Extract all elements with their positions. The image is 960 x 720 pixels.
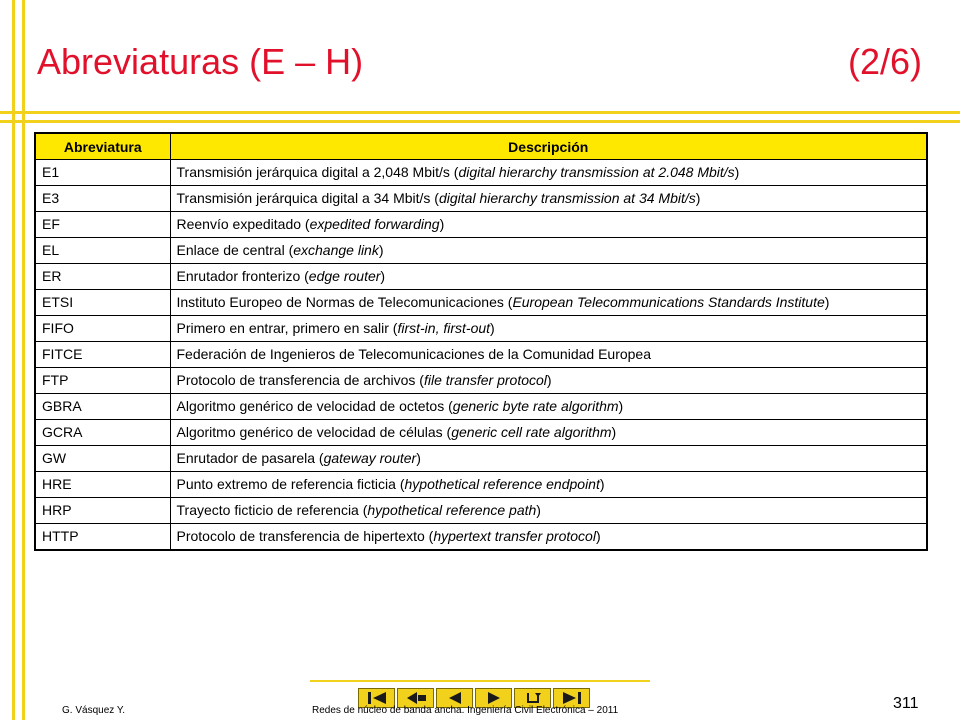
- abbreviation-cell: ER: [35, 264, 170, 290]
- closing-paren: ): [416, 450, 421, 466]
- closing-paren: ): [734, 164, 740, 180]
- english-term: generic byte rate algorithm: [452, 398, 619, 414]
- description-cell: [170, 368, 927, 394]
- closing-paren: ): [599, 476, 605, 492]
- last-icon: [561, 691, 583, 705]
- description-text: Transmisión jerárquica digital a 34 Mbit/s (: [176, 190, 439, 206]
- abbreviation-cell: HRP: [35, 498, 170, 524]
- left-accent-line-2: [22, 0, 25, 720]
- abbreviation-cell: ETSI: [35, 290, 170, 316]
- closing-paren: ): [546, 372, 552, 388]
- english-term: gateway router: [323, 450, 417, 466]
- closing-paren: ): [536, 502, 541, 518]
- description-cell: [170, 394, 927, 420]
- table-row: [35, 316, 927, 342]
- description-text: Protocolo de transferencia de archivos (: [176, 372, 424, 388]
- description-text: Federación de Ingenieros de Telecomunicaciones de la Comunidad Europea: [176, 346, 651, 362]
- author-label: G. Vásquez Y.: [62, 705, 126, 716]
- table-row: [35, 212, 927, 238]
- table-row: [35, 264, 927, 290]
- top-accent-line-1: [0, 111, 960, 114]
- english-term: digital hierarchy transmission at 34 Mbit/s: [438, 190, 696, 206]
- english-term: hypothetical reference path: [367, 502, 537, 518]
- abbreviation-cell: GCRA: [35, 420, 170, 446]
- description-cell: [170, 212, 927, 238]
- table-row: [35, 342, 927, 368]
- footer-accent-line: [310, 680, 650, 682]
- english-term: file transfer protocol: [423, 372, 547, 388]
- closing-paren: ): [380, 268, 386, 284]
- english-term: exchange link: [293, 242, 379, 258]
- description-text: Enrutador de pasarela (: [176, 450, 324, 466]
- abbreviation-cell: FTP: [35, 368, 170, 394]
- return-icon: [522, 691, 544, 705]
- description-cell: [170, 342, 927, 368]
- description-cell: [170, 264, 927, 290]
- english-term: digital hierarchy transmission at 2.048 Mbit/s: [458, 164, 735, 180]
- abbreviation-cell: E1: [35, 160, 170, 186]
- closing-paren: ): [595, 528, 601, 544]
- description-cell: [170, 290, 927, 316]
- prev-icon: [444, 691, 466, 705]
- back-icon: [405, 691, 427, 705]
- description-cell: [170, 186, 927, 212]
- english-term: first-in, first-out: [397, 320, 491, 336]
- description-cell: [170, 316, 927, 342]
- closing-paren: ): [611, 424, 617, 440]
- left-accent-line-1: [12, 0, 15, 720]
- table-row: [35, 446, 927, 472]
- table-row: [35, 420, 927, 446]
- description-cell: [170, 472, 927, 498]
- closing-paren: ): [824, 294, 830, 310]
- abbreviation-table-container: [34, 132, 928, 551]
- closing-paren: ): [378, 242, 384, 258]
- english-term: generic cell rate algorithm: [451, 424, 612, 440]
- title-part: (2/6): [847, 41, 922, 82]
- header-abbreviation: Abreviatura: [35, 133, 170, 160]
- english-term: edge router: [308, 268, 381, 284]
- abbreviation-cell: EF: [35, 212, 170, 238]
- abbreviation-cell: E3: [35, 186, 170, 212]
- description-text: Algoritmo genérico de velocidad de octetos (: [176, 398, 453, 414]
- course-label: Redes de núcleo de banda ancha. Ingeniería Civil Electrónica – 2011: [312, 705, 619, 716]
- english-term: hypertext transfer protocol: [433, 528, 596, 544]
- abbreviation-cell: HRE: [35, 472, 170, 498]
- description-cell: [170, 238, 927, 264]
- abbreviation-cell: GBRA: [35, 394, 170, 420]
- page-number: 311: [893, 695, 919, 712]
- english-term: European Telecommunications Standards Institute: [512, 294, 825, 310]
- table-row: [35, 160, 927, 186]
- abbreviation-cell: EL: [35, 238, 170, 264]
- table-row: [35, 394, 927, 420]
- description-cell: [170, 498, 927, 524]
- description-text: Protocolo de transferencia de hipertexto (: [176, 528, 434, 544]
- abbreviation-cell: GW: [35, 446, 170, 472]
- abbreviation-cell: HTTP: [35, 524, 170, 551]
- table-header-row: [35, 133, 927, 160]
- english-term: expedited forwarding: [309, 216, 440, 232]
- abbreviation-cell: FITCE: [35, 342, 170, 368]
- description-cell: [170, 160, 927, 186]
- slide-title: [37, 40, 922, 84]
- description-text: Primero en entrar, primero en salir (: [176, 320, 398, 336]
- description-text: Punto extremo de referencia ficticia (: [176, 476, 405, 492]
- table-row: [35, 524, 927, 551]
- description-text: Enlace de central (: [176, 242, 294, 258]
- table-body: [35, 160, 927, 551]
- description-text: Algoritmo genérico de velocidad de células (: [176, 424, 452, 440]
- table-row: [35, 498, 927, 524]
- english-term: hypothetical reference endpoint: [404, 476, 600, 492]
- table-row: [35, 186, 927, 212]
- title-text: Abreviaturas (E – H): [37, 41, 364, 82]
- first-icon: [366, 691, 388, 705]
- table-row: [35, 290, 927, 316]
- description-cell: [170, 524, 927, 551]
- closing-paren: ): [490, 320, 495, 336]
- description-text: Enrutador fronterizo (: [176, 268, 309, 284]
- closing-paren: ): [695, 190, 701, 206]
- abbreviation-cell: FIFO: [35, 316, 170, 342]
- table-row: [35, 472, 927, 498]
- next-icon: [483, 691, 505, 705]
- table-row: [35, 368, 927, 394]
- header-description: Descripción: [170, 133, 927, 160]
- top-accent-line-2: [0, 120, 960, 123]
- table-row: [35, 238, 927, 264]
- description-text: Transmisión jerárquica digital a 2,048 Mbit/s (: [176, 164, 459, 180]
- abbreviation-table: [34, 132, 928, 551]
- description-cell: [170, 446, 927, 472]
- closing-paren: ): [618, 398, 624, 414]
- closing-paren: ): [439, 216, 445, 232]
- description-text: Reenvío expeditado (: [176, 216, 310, 232]
- description-text: Instituto Europeo de Normas de Telecomunicaciones (: [176, 294, 513, 310]
- description-text: Trayecto ficticio de referencia (: [176, 502, 368, 518]
- description-cell: [170, 420, 927, 446]
